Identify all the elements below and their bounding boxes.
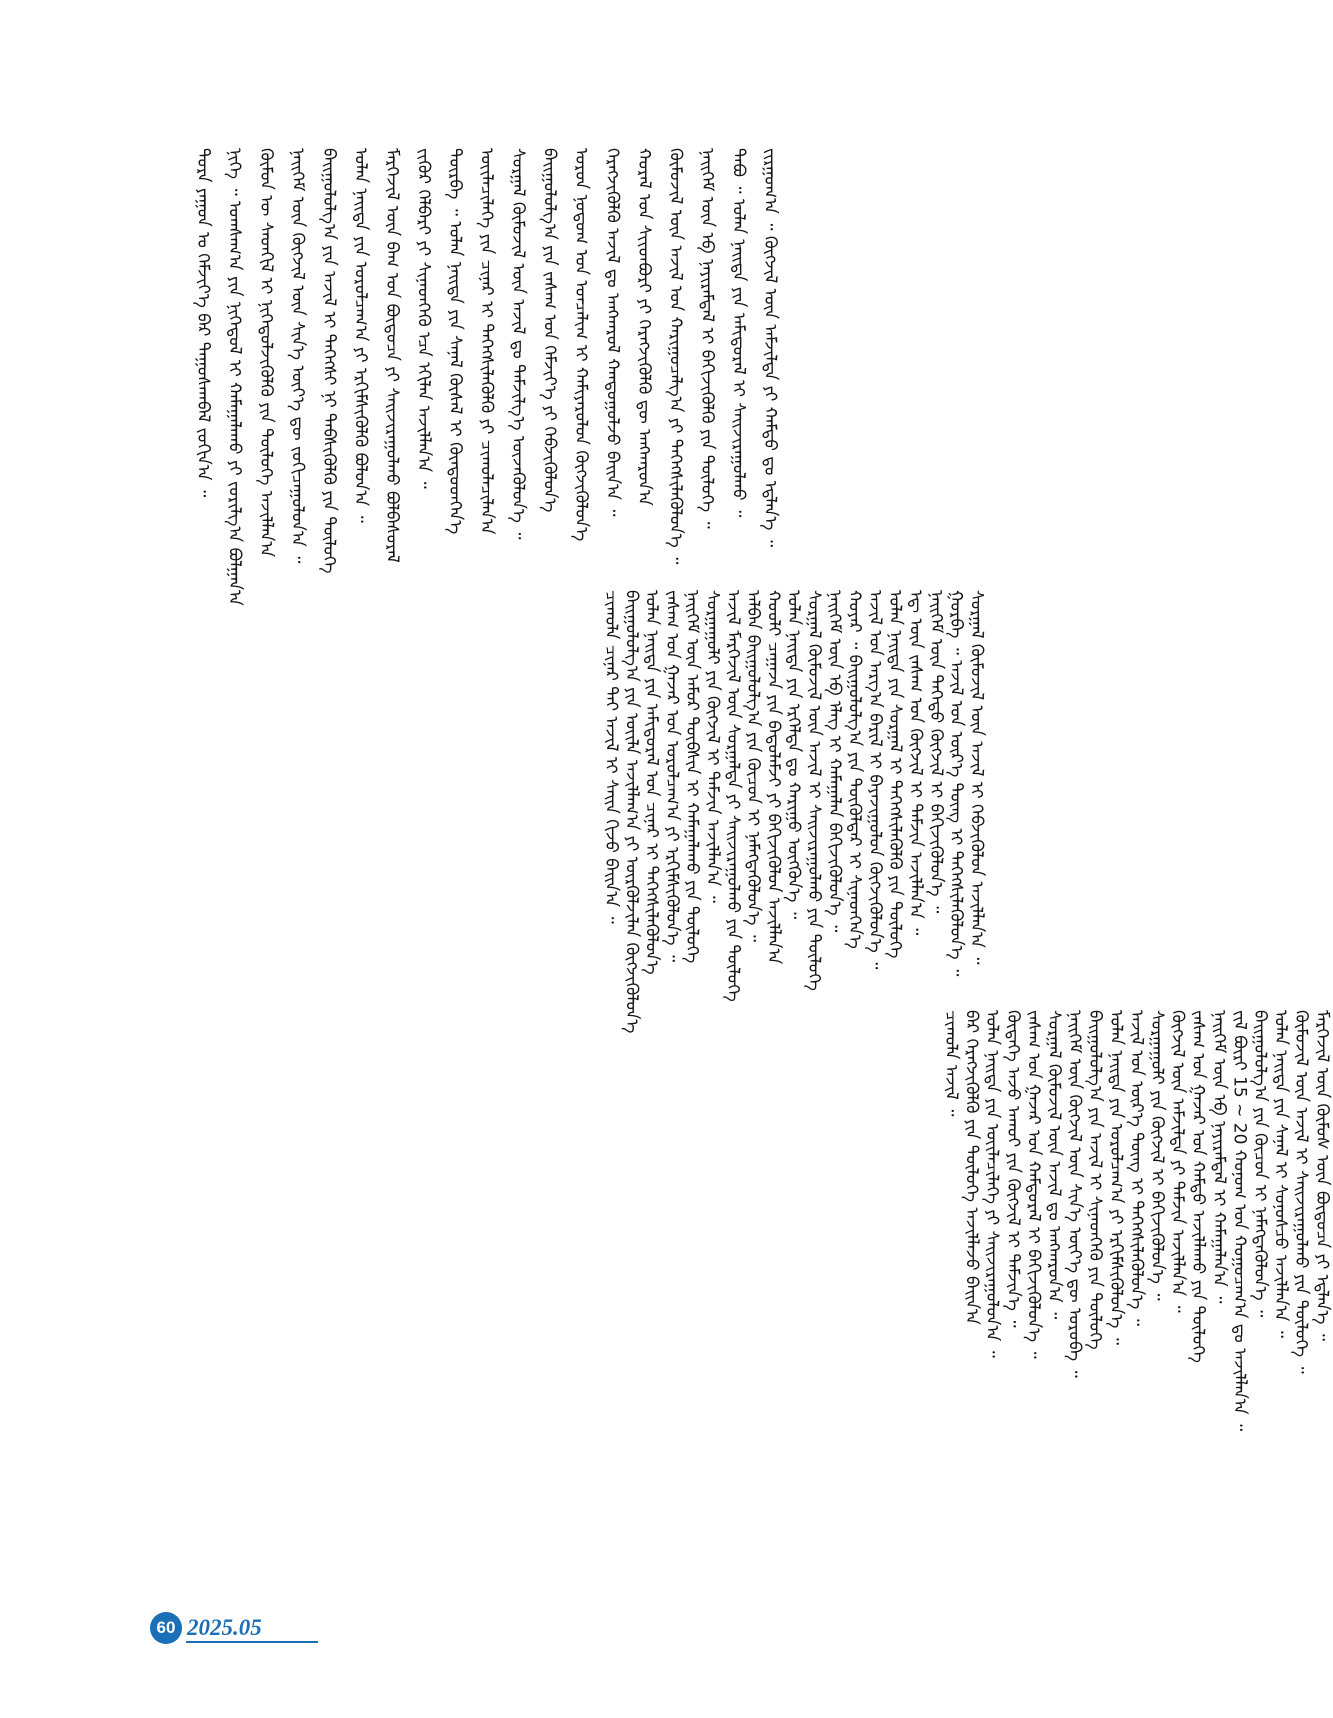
text-line: ᠬᠦᠮᠦᠵᠢᠯ ᠦᠨ ᠠᠵᠢᠯ ᠢ ᠰᠠᠢᠵᠢᠷᠠᠭᠤᠯᠬᠤ ᠶᠢᠨ ᠲᠥᠯᠥᠭᠡ ᠃ [1291, 1010, 1312, 1374]
text-line: ᠣᠯᠠᠨ ᠨᠡᠢᠲᠡ ᠶᠢᠨ ᠠᠮᠢᠳᠤᠷᠠᠯ ᠤᠨ ᠴᠢᠨᠠᠷ ᠢ ᠳᠡᠭᠡᠭᠰᠢᠯᠡᠭᠦᠯᠦᠨ᠎ᠡ [641, 590, 662, 975]
text-line: ᠵᠠᠰᠠᠭ ᠤᠨ ᠭᠠᠵᠠᠷ ᠤᠨ ᠣᠷᠤᠯᠴᠠᠭ᠎ᠠ ᠶᠢ ᠡᠷᠬᠢᠮᠰᠢᠭᠦᠯᠦᠨ᠎ᠡ ᠃ [661, 590, 682, 963]
text-line: ᠳᠦᠷᠪᠡ ᠃ ᠣᠯᠠᠨ ᠨᠡᠢᠲᠡ ᠶᠢᠨ ᠰᠠᠨᠠᠯ ᠬᠦᠰᠡᠯ ᠢ ᠬᠦᠨᠳᠦᠳᠬᠡᠨ᠎ᠡ [445, 148, 465, 535]
text-line: ᠬᠡᠷᠡᠭᠵᠢᠭᠦᠯᠬᠦ ᠠᠵᠢᠯ ᠳᠤ ᠠᠩᠬᠠᠷᠤᠯ ᠬᠠᠨᠳᠤᠭᠤᠯᠵᠤ ᠪᠠᠢᠨ᠎ᠠ ᠃ [602, 148, 623, 517]
text-line: ᠴᠢᠬᠤᠯᠠ ᠴᠢᠨᠠᠷ ᠲᠠᠢ ᠠᠵᠢᠯ ᠢ ᠰᠠᠢᠨ ᠬᠢᠵᠦ ᠪᠠᠢᠨ᠎ᠠ ᠃ [601, 590, 621, 924]
text-line: ᠨᠡᠢᠭᠡᠮ ᠦᠨ ᠳᠡᠭᠡᠳᠦ ᠬᠥᠭᠵᠢᠯ ᠢ ᠪᠡᠬᠢᠵᠢᠭᠦᠯᠦᠨ᠎ᠡ ᠃ [925, 590, 946, 914]
text-line: ᠨᠢᠭᠡ ᠃ ᠤᠭᠰᠠᠭ᠎ᠠ ᠶᠢᠨ ᠨᠢᠭᠡᠳᠦᠯ ᠢ ᠬᠠᠮᠠᠭᠠᠯᠠᠬᠤ ᠶᠢ ᠵᠣᠷᠢᠯᠭ᠎ᠠ ᠪᠣᠯᠭᠠᠨ᠎ᠠ [224, 148, 245, 606]
text-line: ᠬᠤᠷᠠᠯ ᠤᠨ ᠰᠢᠢᠳᠪᠦᠷᠢ ᠶᠢ ᠬᠡᠷᠡᠭᠵᠢᠭᠦᠯᠬᠦ ᠳᠦ ᠠᠩᠬᠠᠷᠤᠨ᠎ᠠ [634, 148, 654, 506]
text-line: ᠵᠢᠷᠭᠤᠭ᠎ᠠ ᠃ ᠬᠥᠭᠵᠢᠯ ᠦᠨ ᠠᠮᠵᠢᠯᠲᠠ ᠶᠢ ᠬᠠᠮᠲᠤ ᠳᠤ ᠡᠳ᠋ᠯᠡᠨ᠎ᠡ ᠃ [760, 148, 780, 548]
text-line: ᠣᠷᠤᠨ ᠨᠤᠲᠤᠭ ᠤᠨ ᠣᠨᠴᠠᠯᠢᠭ ᠢ ᠬᠠᠮᠢᠶᠠᠷᠤᠯᠤᠨ ᠬᠥᠭᠵᠢᠭᠦᠯᠦᠨ᠎ᠡ [571, 148, 591, 542]
text-line: ᠲᠠᠪᠤ ᠃ ᠣᠯᠠᠨ ᠨᠡᠢᠲᠡ ᠶᠢᠨ ᠠᠮᠢᠳᠤᠷᠠᠯ ᠢ ᠰᠠᠢᠵᠢᠷᠠᠭᠤᠯᠬᠤ ᠃ [728, 148, 749, 518]
text-line: ᠰᠤᠷᠭᠠᠭᠤᠯᠢ ᠶᠢᠨ ᠬᠥᠭᠵᠢᠯ ᠢ ᠪᠡᠬᠢᠵᠢᠭᠦᠯᠦᠨ᠎ᠡ ᠃ [1147, 1010, 1167, 1301]
text-line: ᠬᠥᠳᠡᠭᠡ ᠠᠵᠤ ᠠᠬᠤᠢ ᠶᠢᠨ ᠬᠥᠭᠵᠢᠯ ᠢ ᠳᠡᠮᠵᠢᠨ᠎ᠡ ᠃ [1002, 1010, 1023, 1328]
text-line: ᠠᠵᠢᠯ ᠤᠨ ᠦᠷ᠎ᠡ ᠳᠦᠩ ᠢ ᠳᠡᠭᠡᠭᠰᠢᠯᠡᠭᠦᠯᠦᠨ᠎ᠡ ᠃ [1126, 1010, 1147, 1326]
text-line: ᠬᠥᠭᠵᠢᠯ ᠦᠨ ᠠᠮᠵᠢᠯᠲᠠ ᠶᠢ ᠳᠡᠮᠵᠢᠨ ᠠᠵᠢᠯᠯᠠᠨ᠎ᠠ ᠃ [1167, 1010, 1188, 1313]
text-line: ᠠᠵᠢᠯ ᠮᠡᠷᠭᠡᠵᠢᠯ ᠦᠨ ᠰᠤᠷᠭᠠᠯᠲᠠ ᠶᠢ ᠰᠠᠢᠵᠢᠷᠠᠭᠤᠯᠬᠤ ᠶᠢᠨ ᠲᠥᠯᠥᠭᠡ [722, 590, 743, 1002]
text-line: ᠨᠡᠢᠭᠡᠮ ᠦᠨ ᠬᠥᠭᠵᠢᠯ ᠦᠨ ᠰᠢᠨ᠎ᠡ ᠦᠶ᠎ᠡ ᠳᠦ ᠵᠣᠬᠢᠴᠠᠭᠤᠯᠤᠨ᠎ᠠ ᠃ [287, 148, 308, 564]
text-line: ᠬᠦᠮᠦᠵᠢᠯ ᠦᠨ ᠠᠵᠢᠯ ᠤᠨ ᠬᠠᠷᠢᠭᠤᠴᠠᠯᠭ᠎ᠠ ᠶᠢ ᠳᠡᠭᠡᠭᠰᠢᠯᠡᠭᠦᠯᠦᠨ᠎ᠡ ᠃ [665, 148, 686, 565]
page-folio [150, 1608, 262, 1648]
text-line: ᠣᠯᠠᠨ ᠨᠡᠢᠲᠡ ᠶᠢᠨ ᠣᠷᠤᠯᠴᠠᠭ᠎ᠠ ᠶᠢ ᠡᠷᠬᠢᠮᠰᠢᠭᠦᠯᠬᠦ ᠪᠣᠯᠤᠨ᠎ᠠ ᠃ [350, 148, 371, 523]
text-line: ᠰᠤᠷᠭᠠᠯ ᠬᠦᠮᠦᠵᠢᠯ ᠦᠨ ᠠᠵᠢᠯ ᠳᠤ ᠳᠡᠮᠵᠢᠯᠭ᠎ᠡ ᠦᠵᠡᠭᠦᠯᠦᠨ᠎ᠡ ᠃ [508, 148, 528, 540]
text-line: ᠵᠢᠯ ᠪᠦᠷᠢ 15 ~ 20 ᠬᠤᠨᠤᠭ ᠤᠨ ᠬᠤᠭᠤᠴᠠᠭ᠎ᠠ ᠳᠤ ᠠᠵᠢᠯᠯᠠᠨ᠎ᠠ ᠃ [1229, 1010, 1250, 1432]
folio-underline [186, 1641, 318, 1643]
text-line: ᠣᠯᠠᠨ ᠨᠡᠢᠲᠡ ᠶᠢᠨ ᠣᠷᠤᠯᠴᠠᠭ᠎ᠠ ᠶᠢ ᠡᠷᠬᠢᠮᠰᠢᠭᠦᠯᠦᠨ᠎ᠡ ᠃ [1105, 1010, 1126, 1345]
text-line: ᠠᠵᠢᠯ ᠤᠨ ᠠᠷᠭ᠎ᠠ ᠪᠠᠷᠢᠯ ᠢ ᠪᠠᠶᠠᠵᠢᠭᠤᠯᠤᠨ ᠬᠥᠭᠵᠢᠭᠦᠯᠦᠨ᠎ᠡ ᠃ [864, 590, 885, 970]
text-line: ᠨᠡᠢᠭᠡᠮ ᠦᠨ ᠡᠪ ᠡᠯᠡᠭ ᠢ ᠬᠠᠮᠠᠭᠠᠯᠠᠨ ᠪᠡᠬᠢᠵᠢᠭᠦᠯᠦᠨ᠎ᠡ ᠃ [824, 590, 845, 933]
text-line: ᠪᠠᠢᠭᠤᠯᠤᠯᠭ᠎ᠠ ᠶᠢᠨ ᠵᠠᠰᠠᠭ ᠤᠨ ᠬᠡᠮᠵᠢᠶ᠎ᠡ ᠶᠢ ᠬᠡᠪᠵᠢᠭᠦᠯᠦᠨ᠎ᠡ [539, 148, 560, 513]
text-line: ᠭᠤᠷᠪᠠ ᠃ ᠠᠵᠢᠯ ᠤᠨ ᠦᠷ᠎ᠡ ᠳᠦᠩ ᠢ ᠳᠡᠭᠡᠭᠰᠢᠯᠡᠭᠦᠯᠦᠨ᠎ᠡ ᠃ [946, 590, 967, 977]
text-line: ᠣᠯᠠᠨ ᠨᠡᠢᠲᠡ ᠶᠢᠨ ᠰᠠᠨᠠᠯ ᠢ ᠰᠣᠨᠤᠰᠴᠤ ᠠᠵᠢᠯᠯᠠᠨ᠎ᠠ ᠃ [1270, 1010, 1291, 1338]
text-line: ᠳᠤᠷᠠ ᠶᠠᠭᠤᠨ ᠤ ᠬᠡᠮᠵᠢᠶ᠎ᠡ ᠪᠡᠷ ᠳᠠᠭᠤᠰᠬᠠᠪᠠᠯ ᠵᠣᠬᠢᠨ᠎ᠠ ᠃ [193, 148, 213, 498]
page-number: 60 [156, 1618, 176, 1637]
text-line: ᠵᠢᠭᠦᠷ ᠬᠡᠯᠪᠡᠷᠢ ᠶᠢ ᠰᠢᠨᠡᠳᠬᠡᠬᠦ ᠡᠴᠡ ᠡᠬᠢᠯᠡᠨ ᠠᠵᠢᠯᠯᠠᠨ᠎ᠠ ᠃ [413, 148, 434, 489]
text-line: ᠴᠢᠬᠤᠯᠠ ᠠᠵᠢᠯ ᠃ [941, 1010, 961, 1117]
text-line: ᠮᠡᠷᠭᠡᠵᠢᠯ ᠦᠨ ᠪᠠᠭ ᠣᠨ ᠪᠦᠲᠦᠴᠡ ᠶᠢ ᠰᠠᠢᠵᠢᠷᠠᠭᠤᠯᠬᠤ ᠪᠣᠯᠪᠠᠰᠤᠷᠠᠯ [382, 148, 402, 563]
text-line: ᠣᠯᠠᠨ ᠨᠡᠢᠲᠡ ᠶᠢᠨ ᠰᠤᠷᠭᠠᠯ ᠢ ᠳᠡᠭᠡᠭᠰᠢᠯᠡᠭᠦᠯᠬᠦ ᠶᠢᠨ ᠲᠥᠯᠥᠭᠡ [885, 590, 906, 959]
text-line: ᠨᠡᠢᠭᠡᠮ ᠦᠨ ᠡᠪ ᠨᠠᠶᠢᠷᠠᠮᠳᠠᠯ ᠢ ᠪᠡᠬᠢᠵᠢᠭᠦᠯᠬᠦ ᠶᠢᠨ ᠲᠥᠯᠥᠭᠡ ᠃ [697, 148, 717, 529]
text-line: ᠬᠦᠮᠦᠨ ᠦ ᠰᠡᠳᠬᠢᠯ ᠢ ᠨᠢᠭᠡᠳᠦᠯᠵᠢᠭᠦᠯᠬᠦ ᠶᠢᠨ ᠲᠥᠯᠥᠭᠡ ᠠᠵᠢᠯᠯᠠᠨ᠎ᠠ [256, 148, 276, 558]
text-line: ᠬᠣᠶᠠᠷ ᠃ ᠪᠠᠢᠭᠤᠯᠤᠯᠭ᠎ᠠ ᠶᠢᠨ ᠲᠥᠭᠦᠯᠳᠡᠷ ᠢ ᠰᠢᠨᠡᠳᠬᠡᠨ᠎ᠡ [844, 590, 865, 949]
page-number-badge [150, 1612, 182, 1644]
text-line: ᠪᠠᠢᠭᠤᠯᠤᠯᠭ᠎ᠠ ᠶᠢᠨ ᠠᠵᠢᠯ ᠢ ᠳᠡᠭᠡᠭᠰᠢ ᠨᠢ ᠳᠡᠪᠰᠢᠭᠦᠯᠬᠦ ᠶᠢᠨ ᠲᠥᠯᠥᠭᠡ [319, 148, 339, 574]
text-line: ᠦᠢᠯᠡᠴᠢᠯᠡᠭᠡ ᠶᠢᠨ ᠴᠢᠨᠠᠷ ᠢ ᠳᠡᠭᠡᠭᠰᠢᠯᠡᠭᠦᠯᠬᠦ ᠶᠢ ᠴᠢᠬᠤᠯᠠᠴᠢᠯᠠᠨ᠎ᠠ [476, 148, 497, 535]
text-line: ᠰᠤᠷᠭᠠᠯ ᠬᠦᠮᠦᠵᠢᠯ ᠦᠨ ᠠᠵᠢᠯ ᠳᠤ ᠠᠩᠬᠠᠷᠤᠨ᠎ᠠ ᠃ [1044, 1010, 1064, 1320]
text-line: ᠬᠤᠤᠯᠢ ᠴᠠᠭᠠᠵᠠ ᠶᠢᠨ ᠪᠠᠲᠤᠯᠠᠮᠵᠢ ᠶᠢ ᠪᠡᠬᠢᠵᠢᠭᠦᠯᠦᠨ ᠠᠵᠢᠯᠯᠠᠨ᠎ᠠ [763, 590, 784, 965]
text-line: ᠨᠡᠢᠭᠡᠮ ᠦᠨ ᠬᠥᠭᠵᠢᠯ ᠦᠨ ᠰᠢᠨ᠎ᠡ ᠦᠶ᠎ᠡ ᠳᠦ ᠣᠷᠤᠪᠠ ᠃ [1064, 1010, 1085, 1378]
text-line: ᠮᠡᠷᠭᠡᠵᠢᠯ ᠦᠨ ᠬᠦᠮᠦᠰ ᠦᠨ ᠪᠦᠲᠦᠴᠡ ᠶᠢ ᠡᠳ᠋ᠯᠡᠨ᠎ᠡ ᠃ [1311, 1010, 1332, 1341]
text-line: ᠵᠠᠰᠠᠭ ᠤᠨ ᠭᠠᠵᠠᠷ ᠤᠨ ᠬᠠᠮᠲᠤ ᠠᠵᠢᠯᠯᠠᠬᠤ ᠶᠢᠨ ᠲᠥᠯᠥᠭᠡ [1188, 1010, 1209, 1363]
text-line: ᠰᠤᠷᠭᠠᠯ ᠬᠦᠮᠦᠵᠢᠯ ᠦᠨ ᠠᠵᠢᠯ ᠢ ᠰᠠᠢᠵᠢᠷᠠᠭᠤᠯᠬᠤ ᠶᠢᠨ ᠲᠥᠯᠥᠭᠡ [804, 590, 824, 991]
text-line: ᠡᠳ᠋ ᠦᠨ ᠵᠠᠰᠠᠭ ᠤᠨ ᠬᠥᠭᠵᠢᠯ ᠢ ᠳᠡᠮᠵᠢᠨ ᠠᠵᠢᠯᠯᠠᠨ᠎ᠠ ᠃ [905, 590, 926, 936]
text-line: ᠰᠤᠷᠭᠠᠭᠤᠯᠢ ᠶᠢᠨ ᠬᠥᠭᠵᠢᠯ ᠢ ᠳᠡᠮᠵᠢᠨ ᠠᠵᠢᠯᠯᠠᠨ᠎ᠠ ᠃ [702, 590, 723, 903]
issue-label: 2025.05 [187, 1615, 262, 1640]
text-line: ᠨᠡᠢᠭᠡᠮ ᠦᠨ ᠠᠮᠤᠷ ᠲᠦᠪᠰᠢᠨ ᠢ ᠬᠠᠮᠠᠭᠠᠯᠠᠬᠤ ᠶᠢᠨ ᠲᠥᠯᠥᠭᠡ [682, 590, 703, 964]
text-line: ᠣᠯᠠᠨ ᠨᠡᠢᠲᠡ ᠶᠢᠨ ᠡᠷᠭᠡᠯᠲᠡ ᠳᠤ ᠬᠠᠷᠢᠭᠤ ᠥᠭᠭᠦᠨ᠎ᠡ ᠃ [783, 590, 804, 920]
text-line: ᠠᠯᠪᠠᠨ ᠪᠠᠢᠭᠤᠯᠤᠯᠭ᠎ᠠ ᠶᠢᠨ ᠬᠦᠴᠦᠨ ᠢ ᠨᠡᠮᠡᠭᠳᠡᠭᠦᠯᠦᠨ᠎ᠡ ᠃ [743, 590, 764, 942]
text-line: ᠰᠤᠷᠭᠠᠯ ᠬᠦᠮᠦᠵᠢᠯ ᠦᠨ ᠠᠵᠢᠯ ᠢ ᠬᠡᠪᠵᠢᠭᠦᠯᠦᠨ ᠠᠵᠢᠯᠯᠠᠨ᠎ᠠ ᠃ [966, 590, 987, 965]
text-line: ᠪᠠᠢᠭᠤᠯᠤᠯᠭ᠎ᠠ ᠶᠢᠨ ᠠᠵᠢᠯ ᠢ ᠰᠢᠨᠡᠳᠬᠡᠬᠦ ᠶᠢᠨ ᠲᠥᠯᠥᠭᠡ [1085, 1010, 1106, 1350]
text-line: ᠪᠠᠢᠭᠤᠯᠤᠯᠭ᠎ᠠ ᠶᠢᠨ ᠦᠢᠯᠡ ᠠᠵᠢᠯᠯᠠᠭ᠎ᠠ ᠶᠢ ᠦᠷᠭᠦᠯᠵᠢᠯᠡᠨ ᠬᠥᠭᠵᠢᠭᠦᠯᠦᠨ᠎ᠡ [621, 590, 642, 1034]
text-line: ᠨᠡᠢᠭᠡᠮ ᠦᠨ ᠡᠪ ᠨᠠᠶᠢᠷᠠᠮᠳᠠᠯ ᠢ ᠬᠠᠮᠠᠭᠠᠯᠠᠨ᠎ᠠ ᠃ [1208, 1010, 1229, 1304]
text-line: ᠪᠠᠢᠭᠤᠯᠤᠯᠭ᠎ᠠ ᠶᠢᠨ ᠬᠦᠴᠦᠨ ᠢ ᠨᠡᠮᠡᠭᠳᠡᠭᠦᠯᠦᠨ᠎ᠡ ᠃ [1250, 1010, 1270, 1318]
text-line: ᠵᠠᠰᠠᠭ ᠤᠨ ᠭᠠᠵᠠᠷ ᠤᠨ ᠬᠠᠮᠲᠤᠷᠠᠯ ᠢ ᠪᠡᠬᠢᠵᠢᠭᠦᠯᠦᠨ᠎ᠡ ᠃ [1023, 1010, 1044, 1359]
text-line: ᠣᠯᠠᠨ ᠨᠡᠢᠲᠡ ᠶᠢᠨ ᠦᠢᠯᠡᠴᠢᠯᠡᠭᠡ ᠶᠢ ᠰᠠᠢᠵᠢᠷᠠᠭᠤᠯᠤᠨ᠎ᠠ ᠃ [982, 1010, 1003, 1358]
text-line: ᠪᠡᠷ ᠬᠡᠷᠡᠭᠵᠢᠭᠦᠯᠬᠦ ᠶᠢᠨ ᠲᠥᠯᠥᠭᠡ ᠠᠵᠢᠯᠯᠠᠵᠤ ᠪᠠᠢᠨ᠎ᠠ [961, 1010, 982, 1325]
